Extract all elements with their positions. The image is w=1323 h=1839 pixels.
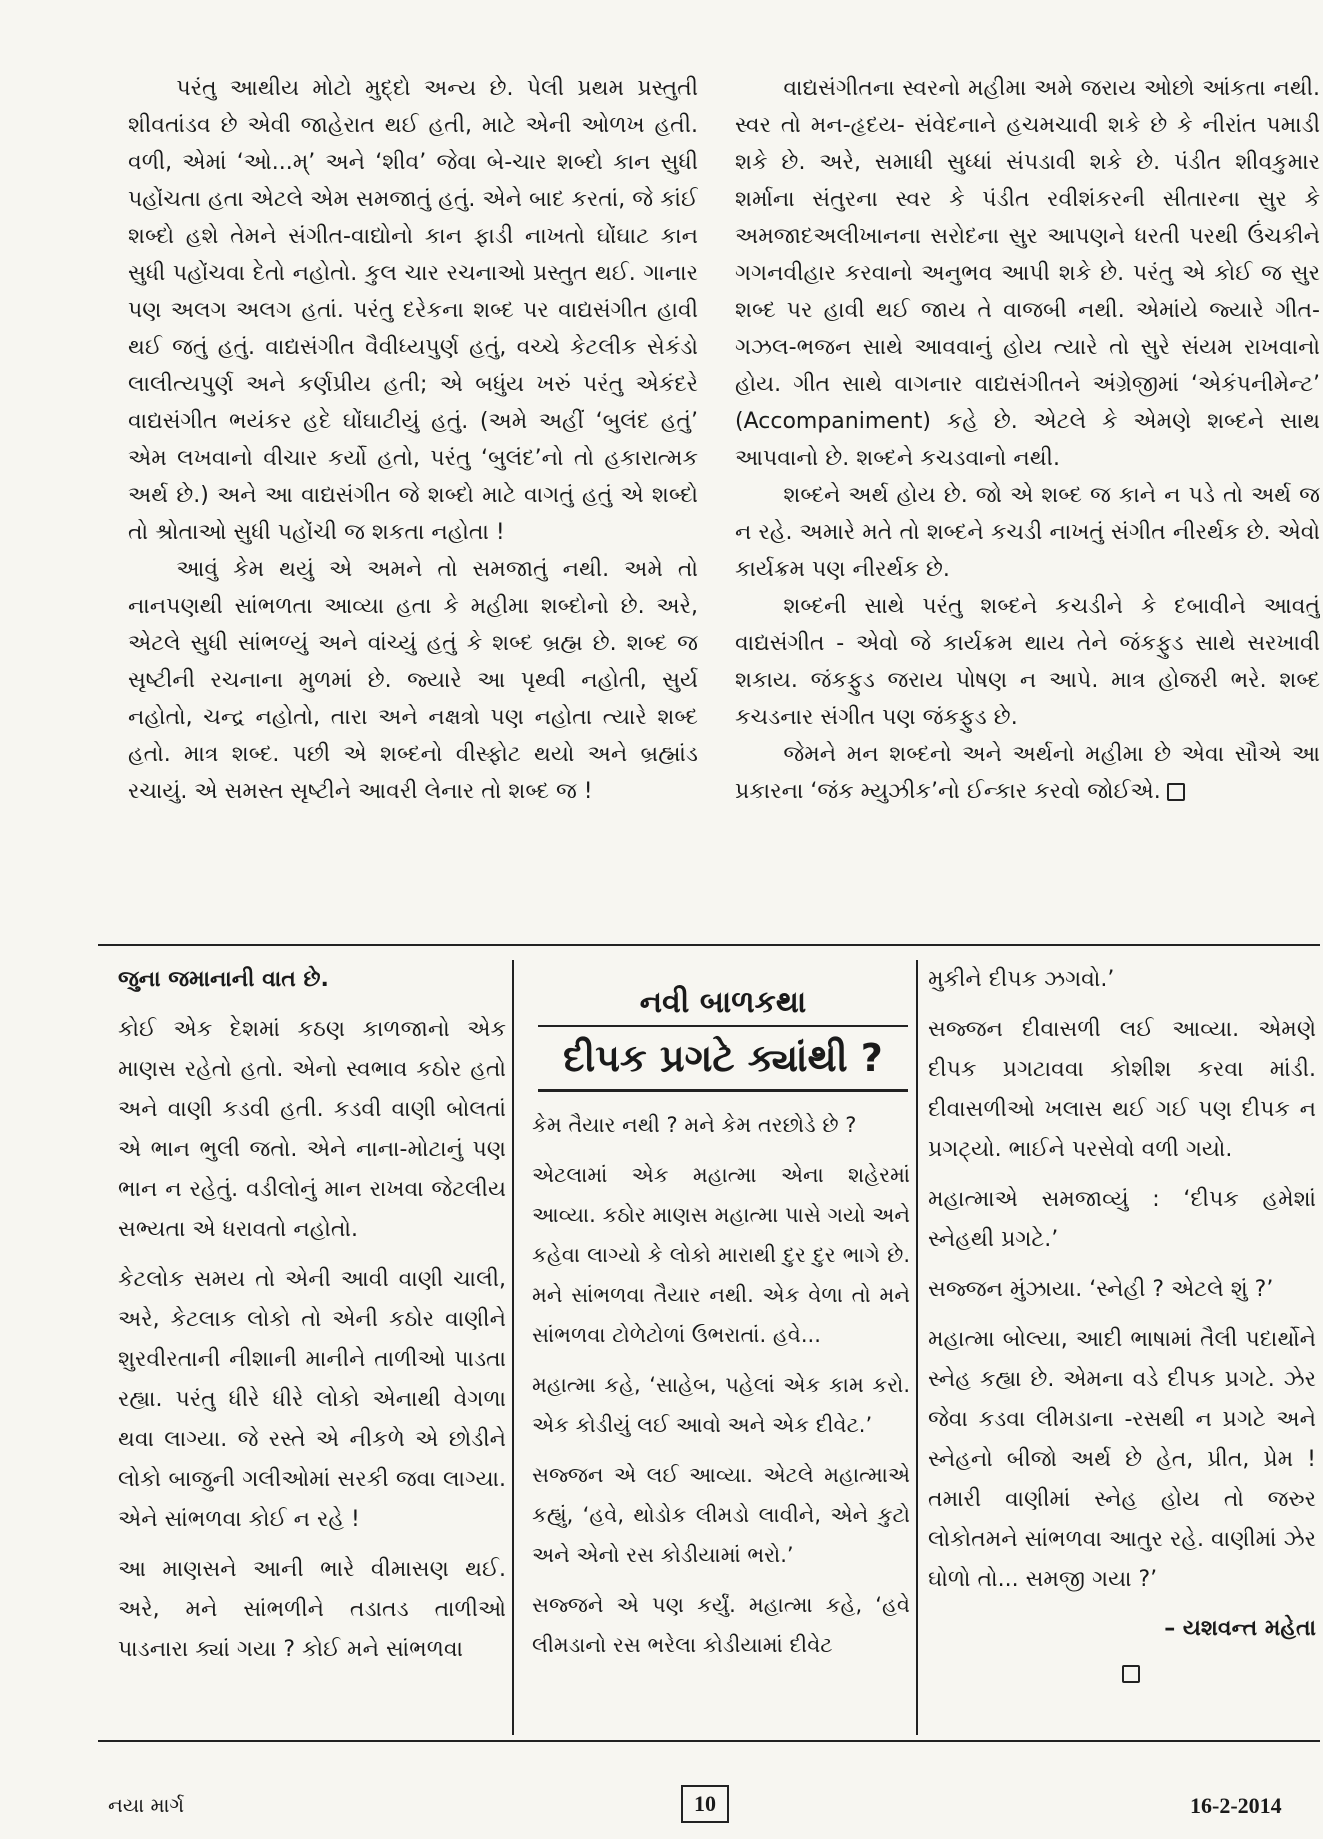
story-paragraph: મહાત્મા બોલ્યા, આદી ભાષામાં તૈલી પદાર્થોને સ્નેહ કહ્યા છે. એમના વડે દીપક પ્રગટે. ઝેર જેવા કડવા લીમડાના -રસથી ન પ્રગટે અને સ્નેહનો બીજો અર્થ છે હેત, પ્રીત, પ્રેમ ! તમારી વાણીમાં સ્નેહ હોય તો જરુર લોકોતમને સાંભળવા આતુર રહે. વાણીમાં ઝેર ઘોળો તો... સમજી ગયા ?’	[928, 1327, 1316, 1592]
article-paragraph: પરંતુ આથીય મોટો મુદ્દો અન્ય છે. પેલી પ્રથમ પ્રસ્તુતી શીવતાંડવ છે એવી જાહેરાત થઈ હતી, માટે એની ઓળખ હતી. વળી, એમાં ‘ઓ...મ્’ અને ‘શીવ’ જેવા બે-ચાર શબ્દો કાન સુધી પહોંચતા હતા એટલે એમ સમજાતું હતું. એને બાદ કરતાં, જે કાંઈ શબ્દો હશે તેમને સંગીત-વાદ્યોનો કાન ફાડી નાખતો ઘોંઘાટ કાન સુધી પહોંચવા દેતો નહોતો. કુલ ચાર રચનાઓ પ્રસ્તુત થઈ. ગાનાર પણ અલગ અલગ હતાં. પરંતુ દરેકના શબ્દ પર વાદ્યસંગીત હાવી થઈ જતું હતું. વાદ્યસંગીત વૈવીધ્યપુર્ણ હતું, વચ્ચે કેટલીક સેકંડો લાલીત્યપુર્ણ અને કર્ણપ્રીય હતી; એ બધુંય ખરું પરંતુ એકંદરે વાદ્યસંગીત ભયંકર હદે ઘોંઘાટીયું હતું. (અમે અહીં ‘બુલંદ હતું’ એમ લખવાનો વીચાર કર્યો હતો, પરંતુ ‘બુલંદ’નો તો હકારાત્મક અર્થ છે.) અને આ વાદ્યસંગીત જે શબ્દો માટે વાગતું હતું એ શબ્દો તો શ્રોતાઓ સુધી પહોંચી જ શકતા નહોતા !	[128, 76, 698, 545]
end-mark-icon	[1167, 783, 1185, 801]
story-paragraph: આ માણસને આની ભારે વીમાસણ થઈ. અરે, મને સાંભળીને તડાતડ તાળીઓ પાડનારા ક્યાં ગયા ? કોઈ મને સાંભળવા	[118, 1557, 506, 1662]
story-paragraph: મહાત્મા કહે, ‘સાહેબ, પહેલાં એક કામ કરો. એક કોડીયું લઈ આવો અને એક દીવેટ.’	[532, 1373, 910, 1437]
story-paragraph: કેટલોક સમય તો એની આવી વાણી ચાલી, અરે, કેટલાક લોકો તો એની કઠોર વાણીને શુરવીરતાની નીશાની માનીને તાળીઓ પાડતા રહ્યા. પરંતુ ધીરે ધીરે લોકો એનાથી વેગળા થવા લાગ્યા. જે રસ્તે એ નીકળે એ છોડીને લોકો બાજુની ગલીઓમાં સરકી જવા લાગ્યા. એને સાંભળવા કોઈ ન રહે !	[118, 1267, 506, 1532]
story-paragraph: સજ્જન દીવાસળી લઈ આવ્યા. એમણે દીપક પ્રગટાવવા કોશીશ કરવા માંડી. દીવાસળીઓ ખલાસ થઈ ગઈ પણ દીપક ન પ્રગટ્યો. ભાઈને પરસેવો વળી ગયો.	[928, 1017, 1316, 1162]
article-paragraph: શબ્દની સાથે પરંતુ શબ્દને કચડીને કે દબાવીને આવતું વાદ્યસંગીત - એવો જે કાર્યક્રમ થાય તેને જંકફુડ સાથે સરખાવી શકાય. જંકફુડ જરાય પોષણ ન આપે. માત્ર હોજરી ભરે. શબ્દ કચડનાર સંગીત પણ જંકફુડ છે.	[735, 594, 1320, 730]
story-column-middle	[532, 1105, 910, 1735]
story-paragraph: સજ્જન મુંઝાયા. ‘સ્નેહી ? એટલે શું ?’	[928, 1277, 1274, 1302]
story-column-right	[928, 960, 1316, 1720]
section-divider	[98, 944, 1320, 946]
story-paragraph: મુકીને દીપક ઝગવો.’	[928, 967, 1115, 992]
article-column-left	[128, 70, 698, 950]
story-kicker: નવી બાળકથા	[639, 985, 807, 1020]
article-paragraph-text: જેમને મન શબ્દનો અને અર્થનો મહીમા છે એવા સૌએ આ પ્રકારના ‘જંક મ્યુઝીક’નો ઈન્કાર કરવો જોઈએ.	[735, 742, 1320, 804]
story-title: દીપક પ્રગટે ક્યાંથી ?	[538, 1025, 908, 1092]
story-paragraph: મહાત્માએ સમજાવ્યું : ‘દીપક હમેશાં સ્નેહથી પ્રગટે.’	[928, 1187, 1316, 1252]
story-author: – યશવન્ત મહેતા	[1164, 1616, 1316, 1641]
story-paragraph: કેમ તૈયાર નથી ? મને કેમ તરછોડે છે ?	[532, 1113, 857, 1137]
story-column-left	[118, 960, 506, 1730]
article-paragraph: શબ્દને અર્થ હોય છે. જો એ શબ્દ જ કાને ન પડે તો અર્થ જ ન રહે. અમારે મતે તો શબ્દને કચડી નાખતું સંગીત નીરર્થક છે. એવો કાર્યક્રમ પણ નીરર્થક છે.	[735, 483, 1320, 582]
article-column-right	[735, 70, 1320, 920]
footer-divider	[98, 1740, 1320, 1742]
article-paragraph: વાદ્યસંગીતના સ્વરનો મહીમા અમે જરાય ઓછો આંકતા નથી. સ્વર તો મન-હૃદય- સંવેદનાને હચમચાવી શકે છે કે નીરાંત પમાડી શકે છે. અરે, સમાધી સુધ્ધાં સંપડાવી શકે છે. પંડીત શીવકુમાર શર્માના સંતુરના સ્વર કે પંડીત રવીશંકરની સીતારના સુર કે અમજાદઅલીખાનના સરોદના સુર આપણને ધરતી પરથી ઉંચકીને ગગનવીહાર કરવાનો અનુભવ આપી શકે છે. પરંતુ એ કોઈ જ સુર શબ્દ પર હાવી થઈ જાય તે વાજબી નથી. એમાંયે જ્યારે ગીત-ગઝલ-ભજન સાથે આવવાનું હોય ત્યારે તો સુરે સંયમ રાખવાનો હોય. ગીત સાથે વાગનાર વાદ્યસંગીતને અંગ્રેજીમાં ‘એકંપનીમેન્ટ’ (Accompaniment) કહે છે. એટલે કે એમણે શબ્દને સાથ આપવાનો છે. શબ્દને કચડવાનો નથી.	[735, 76, 1320, 471]
story-paragraph: જુના જમાનાની વાત છે.	[118, 967, 329, 992]
end-mark-icon	[1122, 1665, 1140, 1683]
story-end	[928, 1655, 1316, 1692]
story-paragraph: સજ્જન એ લઈ આવ્યા. એટલે મહાત્માએ કહ્યું, ‘હવે, થોડોક લીમડો લાવીને, એને કુટો અને એનો રસ કોડીયામાં ભરો.’	[532, 1463, 910, 1567]
column-rule-left	[512, 960, 514, 1735]
story-heading-box	[532, 975, 914, 1093]
article-paragraph	[735, 736, 1320, 810]
issue-date: 16-2-2014	[1190, 1793, 1282, 1818]
story-paragraph: કોઈ એક દેશમાં કઠણ કાળજાનો એક માણસ રહેતો હતો. એનો સ્વભાવ કઠોર હતો અને વાણી કડવી હતી. કડવી વાણી બોલતાં એ ભાન ભુલી જતો. એને નાના-મોટાનું પણ ભાન ન રહેતું. વડીલોનું માન રાખવા જેટલીય સભ્યતા એ ધરાવતો નહોતો.	[118, 1017, 506, 1242]
story-paragraph: સજ્જને એ પણ કર્યું. મહાત્મા કહે, ‘હવે લીમડાનો રસ ભરેલા કોડીયામાં દીવેટ	[532, 1593, 910, 1657]
story-paragraph: એટલામાં એક મહાત્મા એના શહેરમાં આવ્યા. કઠોર માણસ મહાત્મા પાસે ગયો અને કહેવા લાગ્યો કે લોકો મારાથી દુર દુર ભાગે છે. મને સાંભળવા તૈયાર નથી. એક વેળા તો મને સાંભળવા ટોળેટોળાં ઉભરાતાં. હવે...	[532, 1163, 910, 1347]
page-number: 10	[681, 1785, 729, 1823]
publication-name: નયા માર્ગ	[108, 1793, 185, 1817]
article-paragraph: આવું કેમ થયું એ અમને તો સમજાતું નથી. અમે તો નાનપણથી સાંભળતા આવ્યા હતા કે મહીમા શબ્દોનો છે. અરે, એટલે સુધી સાંભળ્યું અને વાંચ્યું હતું કે શબ્દ બ્રહ્મ છે. શબ્દ જ સૃષ્ટીની રચનાના મુળમાં છે. જ્યારે આ પૃથ્વી નહોતી, સુર્ય નહોતો, ચન્દ્ર નહોતો, તારા અને નક્ષત્રો પણ નહોતા ત્યારે શબ્દ હતો. માત્ર શબ્દ. પછી એ શબ્દનો વીસ્ફોટ થયો અને બ્રહ્માંડ રચાયું. એ સમસ્ત સૃષ્ટીને આવરી લેનાર તો શબ્દ જ !	[128, 557, 698, 804]
column-rule-right	[916, 960, 918, 1735]
